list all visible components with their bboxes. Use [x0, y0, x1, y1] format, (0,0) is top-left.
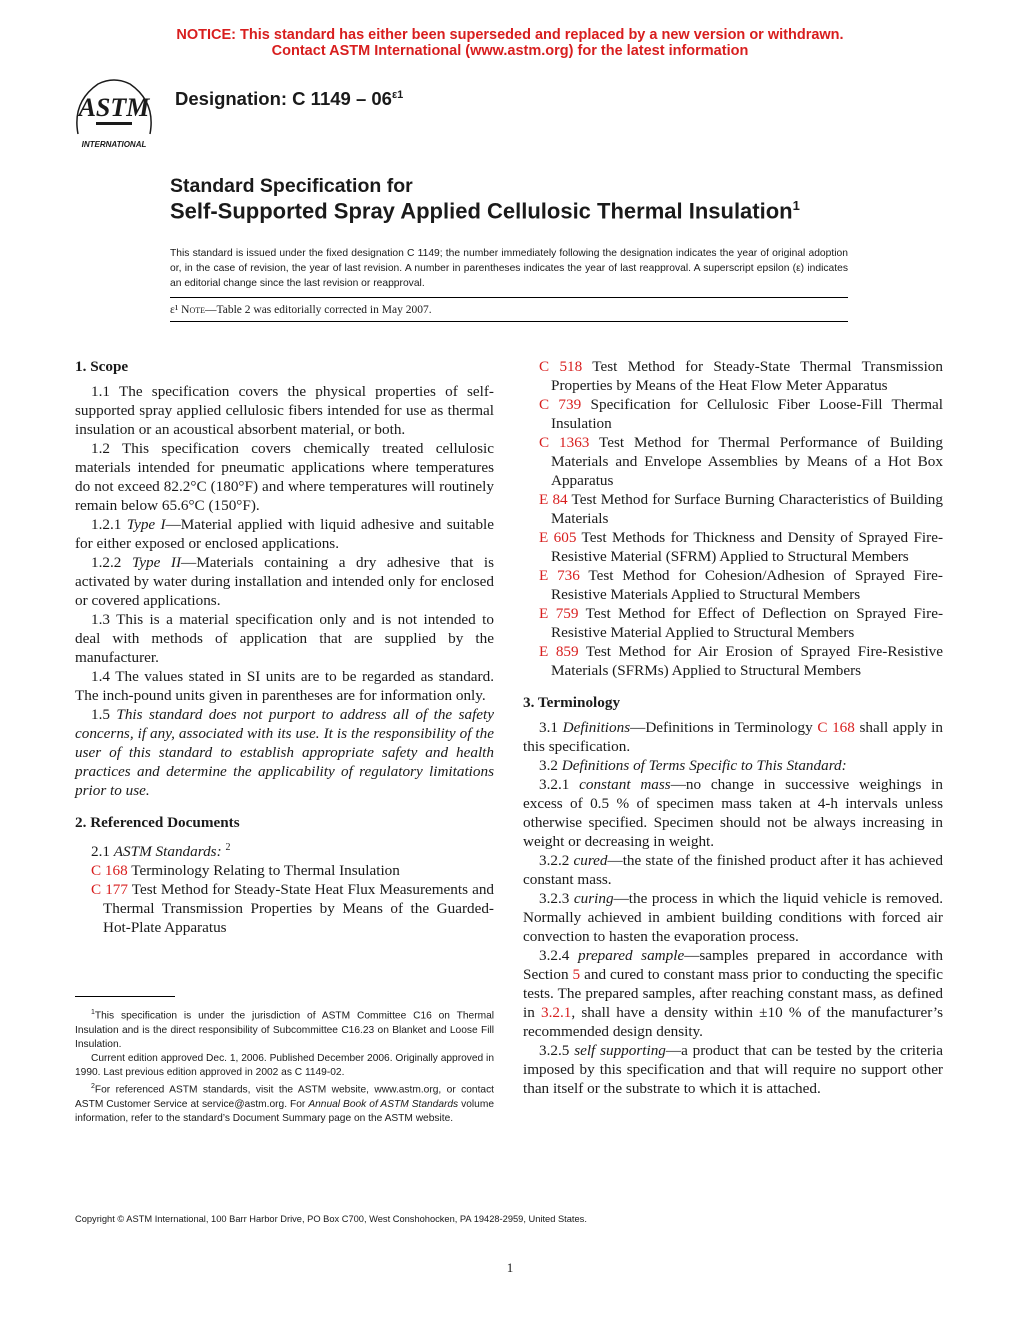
term-type-ii: Type II [131, 554, 181, 571]
ref-code-link[interactable]: C 168 [91, 862, 128, 880]
notice-line-2: Contact ASTM International (www.astm.org) for the latest information [271, 43, 749, 59]
title-footnote-mark: 1 [792, 198, 800, 213]
para-2-1 [75, 838, 494, 861]
footnote-mark: 1 [91, 1009, 95, 1016]
footnote-mark: 2 [91, 1083, 95, 1091]
ref-title: Test Method for Steady-State Heat Flux Measurements and Thermal Transmission Properties by Means of the Guarded-Hot-Plate Apparatus [103, 881, 495, 937]
para-1-5 [75, 705, 494, 800]
para-num: 3.2.1 [539, 776, 580, 793]
scope-heading: 1. Scope [75, 358, 129, 375]
para-text: —a product that can be tested by the criteria imposed by this specification and that will require no support other than itself or the substrate to which it is attached. [523, 1042, 944, 1097]
ref-item [523, 528, 943, 566]
astm-logo [68, 72, 160, 154]
term-constant-mass: constant mass [579, 776, 671, 793]
ref-item [75, 880, 494, 937]
ref-item [523, 357, 943, 395]
ref-item [523, 642, 943, 680]
para-3-2-3 [523, 889, 943, 946]
para-num: 1.2.2 [91, 554, 132, 571]
para-3-2-1 [523, 775, 943, 851]
notice-line-1: NOTICE: This standard has either been superseded and replaced by a new version or withdrawn. [176, 27, 844, 43]
para-1-2-2 [75, 553, 494, 610]
ref-code-link[interactable]: C 739 [539, 396, 582, 413]
logo-text: ASTM [78, 93, 150, 122]
para-1-2: 1.2 This specification covers chemically treated cellulosic materials intended for pneumatic applications where temperatures do not exceed 82.2°C (180°F) and where temperatures will routinely remain below 65.6°C (150°F). [75, 440, 494, 514]
ref-link-c168[interactable]: C 168 [817, 719, 855, 736]
section-link-5[interactable]: 5 [572, 966, 581, 983]
footnote-rule [75, 996, 175, 997]
ref-title: Terminology Relating to Thermal Insulation [127, 862, 400, 880]
para-text: —the state of the finished product after it has achieved constant mass. [523, 852, 943, 888]
ref-code-link[interactable]: C 1363 [539, 434, 590, 451]
ref-item [523, 604, 943, 642]
ref-item [523, 490, 943, 528]
epsilon-mark: ε¹ [170, 304, 179, 316]
ref-item [523, 395, 943, 433]
para-text: —no change in successive weighings in excess of 0.5 % of specimen mass taken at 4-h intervals unless otherwise specified. Specimen should not be always increasing in weight or decreasing in weight. [523, 776, 943, 850]
ref-code-link[interactable]: E 859 [539, 643, 579, 660]
ref-title: Specification for Cellulosic Fiber Loose-Fill Thermal Insulation [551, 396, 943, 432]
para-num: 2.1 [91, 843, 114, 861]
title-line-1: Standard Specification for [170, 175, 413, 197]
ref-item [523, 433, 943, 490]
para-num: 3.2.5 [539, 1042, 575, 1059]
ref-title: Test Method for Surface Burning Characteristics of Building Materials [551, 491, 943, 527]
para-text: , shall have a density within ±10 % of the manufacturer’s recommended design density. [523, 1004, 943, 1040]
footnote-1b: Current edition approved Dec. 1, 2006. Published December 2006. Originally approved in 1990. Last previous edition approved in 2002 as C 1149-02. [75, 1053, 494, 1079]
page-number: 1 [506, 1260, 514, 1275]
ref-item [75, 861, 494, 880]
referenced-heading: 2. Referenced Documents [75, 814, 240, 831]
term-self-supporting: self supporting [574, 1042, 666, 1059]
para-num: 3.2.3 [539, 890, 574, 907]
right-column [523, 357, 943, 1098]
rule-top [170, 297, 848, 298]
para-num: 3.2 [539, 757, 562, 774]
designation-label: Designation: C 1149 – 06 [175, 88, 392, 109]
ref-title: Test Methods for Thickness and Density of Sprayed Fire-Resistive Material (SFRM) Applied to Structural Members [551, 529, 943, 565]
para-1-2-1 [75, 515, 494, 553]
para-1-1: 1.1 The specification covers the physical properties of self-supported spray applied cellulosic fibers intended for use as thermal insulation or an acoustical absorbent material, or both. [75, 383, 494, 438]
para-text: —the process in which the liquid vehicle is removed. Normally achieved in ambient building conditions with forced air convection to hasten the evaporation process. [523, 890, 944, 945]
footnote-text: For referenced ASTM standards, visit the ASTM website, www.astm.org, or contact ASTM Customer Service at service@astm.org. For [75, 1084, 494, 1110]
para-3-2-4 [523, 946, 943, 1041]
ref-title: Test Method for Effect of Deflection on Sprayed Fire-Resistive Material Applied to Structural Members [551, 605, 944, 641]
logo-subtext: INTERNATIONAL [81, 140, 147, 149]
term-cured: cured [573, 852, 608, 869]
footnote-text: volume information, refer to the standard’s Document Summary page on the ASTM website. [75, 1099, 495, 1125]
epsilon-text: —Table 2 was editorially corrected in May 2007. [205, 304, 432, 316]
rule-bottom [170, 321, 848, 322]
term-type-i: Type I [126, 516, 166, 533]
ref-title: Test Method for Cohesion/Adhesion of Sprayed Fire-Resistive Materials Applied to Structural Members [551, 567, 943, 603]
para-num: 1.5 [91, 706, 117, 723]
para-num: 3.1 [539, 719, 563, 736]
ref-title: Test Method for Thermal Performance of Building Materials and Envelope Assemblies by Means of a Hot Box Apparatus [551, 434, 943, 489]
footnote-ref: 2 [225, 842, 231, 853]
astm-standards-label: ASTM Standards: [113, 843, 222, 861]
footnote-text: This specification is under the jurisdiction of ASTM Committee C16 on Thermal Insulation and is the direct responsibility of Subcommittee C16.23 on Blanket and Loose Fill Insulation. [75, 1010, 494, 1050]
footnote-2 [75, 1080, 494, 1126]
para-3-1 [523, 718, 943, 756]
para-num: 3.2.2 [539, 852, 574, 869]
epsilon-note [170, 304, 432, 316]
para-text: —Materials containing a dry adhesive that is activated by water during installation and intended only for enclosed or covered applications. [75, 554, 494, 609]
para-3-2 [523, 756, 943, 775]
title-line-2 [170, 198, 960, 224]
designation-superscript: ε1 [391, 88, 404, 101]
term-curing: curing [573, 890, 614, 907]
safety-statement: This standard does not purport to address all of the safety concerns, if any, associated with its use. It is the responsibility of the user of this standard to establish appropriate safety and health practices and determine the applicability of regulatory limitations prior to use. [75, 706, 495, 799]
term-specific: Definitions of Terms Specific to This Standard: [561, 757, 847, 774]
para-1-4: 1.4 The values stated in SI units are to be regarded as standard. The inch-pound units given in parentheses are for information only. [75, 668, 494, 704]
term-prepared-sample: prepared sample [578, 947, 685, 964]
para-3-2-5 [523, 1041, 943, 1098]
ref-code-link[interactable]: C 518 [539, 358, 583, 375]
para-text: and cured to constant mass prior to conducting the specific tests. The prepared samples, after reaching constant mass, as defined in [523, 966, 943, 1021]
para-text: —samples prepared in accordance with Section [523, 947, 944, 983]
ref-title: Test Method for Air Erosion of Sprayed Fire-Resistive Materials (SFRMs) Applied to Structural Members [551, 643, 944, 679]
ref-code-link[interactable]: E 605 [539, 529, 577, 546]
epsilon-label: Note [181, 304, 206, 316]
para-num: 3.2.4 [539, 947, 578, 964]
para-text: shall apply in this specification. [523, 719, 943, 755]
left-column [75, 357, 494, 937]
para-text: —Definitions in Terminology [630, 719, 818, 736]
para-num: 1.2.1 [91, 516, 127, 533]
section-link-3-2-1[interactable]: 3.2.1 [541, 1004, 572, 1021]
copyright: Copyright © ASTM International, 100 Barr Harbor Drive, PO Box C700, West Conshohocken, PA 19428-2959, United States. [75, 1214, 587, 1224]
ref-title: Test Method for Steady-State Thermal Transmission Properties by Means of the Heat Flow Meter Apparatus [551, 358, 943, 394]
para-text: —Material applied with liquid adhesive and suitable for either exposed or enclosed applications. [75, 516, 495, 552]
footnotes [75, 1006, 494, 1126]
ref-code-link[interactable]: C 177 [91, 881, 128, 899]
terminology-heading: 3. Terminology [523, 694, 621, 711]
para-3-2-2 [523, 851, 943, 889]
footnote-italic: Annual Book of ASTM Standards [308, 1099, 459, 1110]
term-definitions: Definitions [562, 719, 631, 736]
ref-code-link[interactable]: E 84 [539, 491, 568, 508]
issued-note: This standard is issued under the fixed designation C 1149; the number immediately following the designation indicates the year of original adoption or, in the case of revision, the year of last revision. A number in parentheses indicates the year of last reapproval. A superscript epsilon (ε) indicates an editorial change since the last revision or reapproval. [170, 248, 848, 289]
ref-code-link[interactable]: E 736 [539, 567, 580, 584]
designation [175, 88, 403, 110]
ref-code-link[interactable]: E 759 [539, 605, 579, 622]
footnote-1 [75, 1006, 494, 1052]
ref-item [523, 566, 943, 604]
title-main: Self-Supported Spray Applied Cellulosic Thermal Insulation [170, 198, 793, 224]
para-1-3: 1.3 This is a material specification only and is not intended to deal with methods of application that are supplied by the manufacturer. [75, 611, 494, 666]
